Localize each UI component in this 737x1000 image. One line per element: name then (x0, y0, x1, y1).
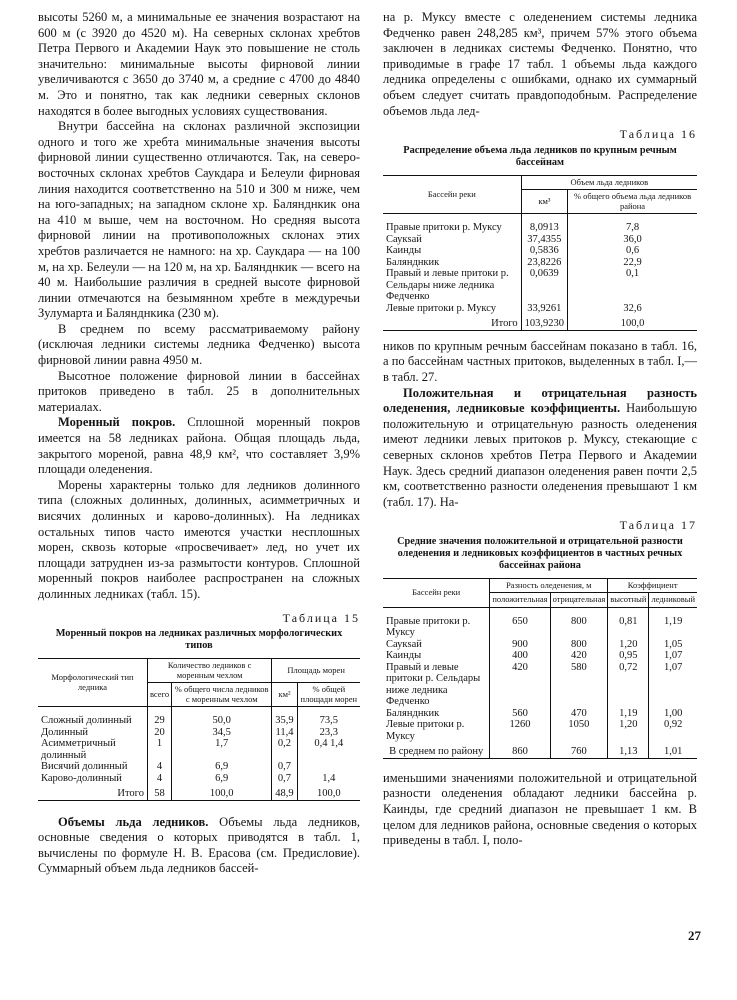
col-header: Разность оледенения, м (490, 578, 608, 593)
col-header: Бассейн реки (383, 175, 521, 214)
paragraph-text: Наибольшую положительную и отрицательную разность оледенения имеют ледники левых притоков р. Муксу, стекающие с северных склонов хребтов Петра Первого и Академии Наук. Здесь средний диапазон оледенения равен почти 2,5 км, соответственно разности оледенения превышают 1 км (табл. 17). На- (383, 401, 697, 509)
paragraph (38, 415, 360, 477)
col-header: % общей площади морен (297, 683, 360, 707)
table-16 (383, 175, 697, 331)
right-column (383, 10, 697, 849)
table-17 (383, 578, 697, 759)
table-row: Саукsай 37,4355 36,0 (383, 234, 697, 246)
section-heading: Положительная и отрицательная разность оледенения, ледниковые коэффициенты. (383, 385, 697, 416)
table-caption: Таблица 17 (619, 518, 697, 533)
table-row: Саукsай 900 800 1,20 1,05 (383, 639, 697, 651)
section-heading: Объемы льда ледников. (58, 814, 209, 829)
paragraph: Высотное положение фирновой линии в бассейнах притоков приведено в табл. 25 в дополнительных материалах. (38, 368, 360, 414)
col-header: положительная (490, 593, 550, 608)
left-column (38, 10, 360, 877)
paragraph: на р. Муксу вместе с оледенением системы ледника Федченко равен 248,285 км³, причем 57% этого объема заключен в ледниках системы Федченко. Понятно, что приводимые в графе 17 табл. 1 объемы льда каждого ледника определены с ошибками, однако их суммарный объем следует считать правдоподобным. Распределение объемов льда лед- (383, 10, 697, 118)
paragraph: ников по крупным речным бассейнам показано в табл. 16, а по бассейнам частных притоков, выделенных в табл. I,— в табл. 27. (383, 338, 697, 384)
col-header: высотный (608, 593, 649, 608)
paragraph-text: Объемы льда ледников, основные сведения о которых приводятся в табл. 1, вычислены по формуле Н. В. Ерасова (см. Предисловие). Суммарный объем льда ледников бассей- (38, 814, 360, 876)
col-header: км² (272, 683, 297, 707)
paragraph (383, 386, 697, 511)
col-header: км³ (521, 190, 567, 214)
paragraph: В среднем по всему рассматриваемому району (исключая ледники системы ледника Федченко) высота фирновой линии равна 4950 м. (38, 321, 360, 368)
col-header: ледниковый (649, 593, 697, 608)
col-header: Морфологический тип ледника (38, 659, 147, 707)
table-row: Сложный долинный 29 50,0 35,9 73,5 (38, 715, 360, 727)
paragraph: Внутри бассейна на склонах различной экспозиции одного и того же хребта минимальные значения высоты фирновой линии существенно отличаются. Так, на северо-восточных склонах хребтов Саукдара и Белеули фирновая линия находится соответственно на 510 и 300 м ниже, чем на юго-западных; на западном склоне хр. Балянднкик она на 410 м выше, чем на восточном. Но средняя высота фирновой линии на противоположных склонах этих хребтов различается не намного: на хр. Саукдара — на 100 м, на хр. Белеули — на 120 м, на хр. Балянднкик — всего на 40 м. Наибольшие различия в средней высоте фирновой линии отмечаются на безымянном хребте в междуречьи Зулумарта и Балянднкика (230 м). (38, 119, 360, 321)
col-header: % общего объема льда ледников района (568, 190, 697, 214)
paragraph: высоты 5260 м, а минимальные ее значения возрастают на 600 м (с 3920 до 4520 м). На северных склонах хребтов Петра Первого и Академии Наук это повышение не столь значительно: минимальные высоты фирновой линии увеличиваются с 3650 до 3740 м, а средние с 4700 до 4840 м. Это и понятно, так как ледники северных склонов находятся в более выгодных условиях существования. (38, 10, 360, 118)
table-15 (38, 658, 360, 801)
table-row: Левые притоки р. Муксу 33,9261 32,6 (383, 303, 697, 315)
table-row: Левые притоки р. Муксу 1260 1050 1,20 0,92 (383, 719, 697, 742)
table-row: Правый и левые притоки р. Сельдары ниже ледника Федченко 0,0639 0,1 (383, 268, 697, 303)
table-row: Долинный 20 34,5 11,4 23,3 (38, 727, 360, 739)
table-row: Каинды 0,5836 0,6 (383, 245, 697, 257)
col-header: Коэффициент (608, 578, 697, 593)
table-caption: Таблица 15 (282, 610, 360, 625)
table-total-row: В среднем по району 860 760 1,13 1,01 (383, 742, 697, 758)
table-row: Правый и левые притоки р. Сельдары ниже ледника Федченко 420 580 0,72 1,07 (383, 662, 697, 708)
col-header: Площадь морен (272, 659, 360, 683)
table-row: Карово-долинный 4 6,9 0,7 1,4 (38, 773, 360, 785)
table-row: Правые притоки р. Муксу 8,0913 7,8 (383, 222, 697, 234)
table-title: Средние значения положительной и отрицательной разности оледенения и ледниковых коэффициентов в частных речных бассейнах района (397, 535, 683, 571)
paragraph-text: Сплошной моренный покров имеется на 58 ледниках района. Общая площадь льда, закрытого мореной, равна 48,9 км², что составляет 3,9% площади оледенения. (38, 415, 361, 477)
col-header: Количество ледников с моренным чехлом (147, 659, 271, 683)
col-header: отрицательная (550, 593, 608, 608)
col-header: всего (147, 683, 171, 707)
table-total-row: Итого 103,9230 100,0 (383, 314, 697, 330)
table-row: Висячий долинный 4 6,9 0,7 (38, 761, 360, 773)
page-number: 27 (688, 928, 701, 943)
paragraph: Морены характерны только для ледников долинного типа (сложных долинных, долинных, асимметричных и висячих долинных и карово-долинных). На ледниках остальных типов часто имеются участки несплошных морен, сквозь которые «просвечивает» лед, но учет их площади затруднен из-за размытости контуров. Сплошной моренный покров наиболее распространен на сложных долинных ледниках (табл. 15). (38, 477, 360, 601)
table-title: Моренный покров на ледниках различных морфологических типов (55, 628, 343, 652)
table-caption: Таблица 16 (619, 127, 697, 142)
table-row: Балянднкик 23,8226 22,9 (383, 257, 697, 269)
table-title: Распределение объема льда ледников по крупным речным бассейнам (403, 144, 677, 168)
table-total-row: Итого 58 100,0 48,9 100,0 (38, 784, 360, 800)
table-row: Балянднкик 560 470 1,19 1,00 (383, 708, 697, 720)
table-row: Правые притоки р. Муксу 650 800 0,81 1,19 (383, 616, 697, 639)
paragraph: именьшими значениями положительной и отрицательной разности оледенения обладают ледники бассейна р. Каинды, где средний диапазон не превышает 1 км. В целом для ледников района, основные сведения о которых приведены в табл. I, поло- (383, 770, 697, 848)
col-header: Объем льда ледников (521, 175, 697, 190)
col-header: % общего числа ледников с моренным чехлом (172, 683, 272, 707)
paragraph (38, 815, 360, 877)
table-row: Каинды 400 420 0,95 1,07 (383, 650, 697, 662)
col-header: Бассейн реки (383, 578, 490, 607)
section-heading: Моренный покров. (58, 415, 176, 430)
table-row: Асимметричный долинный 1 1,7 0,2 0,4 1,4 (38, 738, 360, 761)
